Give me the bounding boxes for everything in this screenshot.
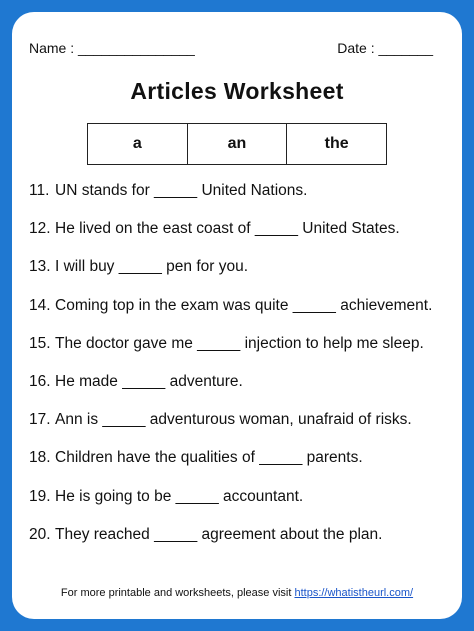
question-text: He is going to be _____ accountant.: [55, 487, 304, 505]
question-number: 19.: [29, 487, 51, 505]
option-an: an: [187, 124, 287, 165]
question-text: UN stands for _____ United Nations.: [55, 182, 308, 199]
question-item: [29, 219, 432, 257]
question-number: 14.: [29, 296, 51, 314]
question-item: [29, 257, 432, 295]
question-number: 18.: [29, 449, 51, 467]
footer-link[interactable]: https://whatistheurl.com/: [294, 587, 414, 599]
question-number: 17.: [29, 411, 51, 429]
option-a: a: [88, 124, 188, 165]
question-number: 12.: [29, 220, 51, 238]
question-text: Children have the qualities of _____ parents.: [55, 449, 363, 467]
footer: [12, 587, 462, 599]
question-list: [29, 181, 432, 563]
footer-text: For more printable and worksheets, please visit: [60, 587, 295, 599]
question-item: [29, 410, 432, 448]
date-field-label: Date : _______: [337, 40, 433, 56]
question-text: Coming top in the exam was quite _____ achievement.: [55, 296, 433, 314]
option-the: the: [287, 124, 387, 165]
question-item: [29, 181, 432, 219]
question-number: 13.: [29, 258, 51, 276]
name-field-label: Name : _______________: [29, 40, 195, 56]
question-item: [29, 487, 432, 525]
question-item: [29, 296, 432, 334]
worksheet-page: [12, 12, 462, 619]
question-text: He made _____ adventure.: [55, 372, 243, 390]
question-item: [29, 372, 432, 410]
question-text: He lived on the east coast of _____ United States.: [55, 220, 400, 238]
page-title: Articles Worksheet: [130, 78, 344, 104]
question-text: They reached _____ agreement about the plan.: [55, 525, 383, 543]
question-item: [29, 448, 432, 486]
question-number: 11.: [29, 182, 50, 199]
question-text: The doctor gave me _____ injection to help me sleep.: [55, 334, 424, 352]
article-options-table: [87, 123, 387, 165]
question-item: [29, 525, 432, 563]
question-item: [29, 334, 432, 372]
question-text: Ann is _____ adventurous woman, unafraid of risks.: [55, 411, 412, 429]
question-number: 16.: [29, 372, 51, 390]
question-number: 15.: [29, 334, 51, 352]
question-text: I will buy _____ pen for you.: [55, 258, 249, 276]
question-number: 20.: [29, 525, 51, 543]
